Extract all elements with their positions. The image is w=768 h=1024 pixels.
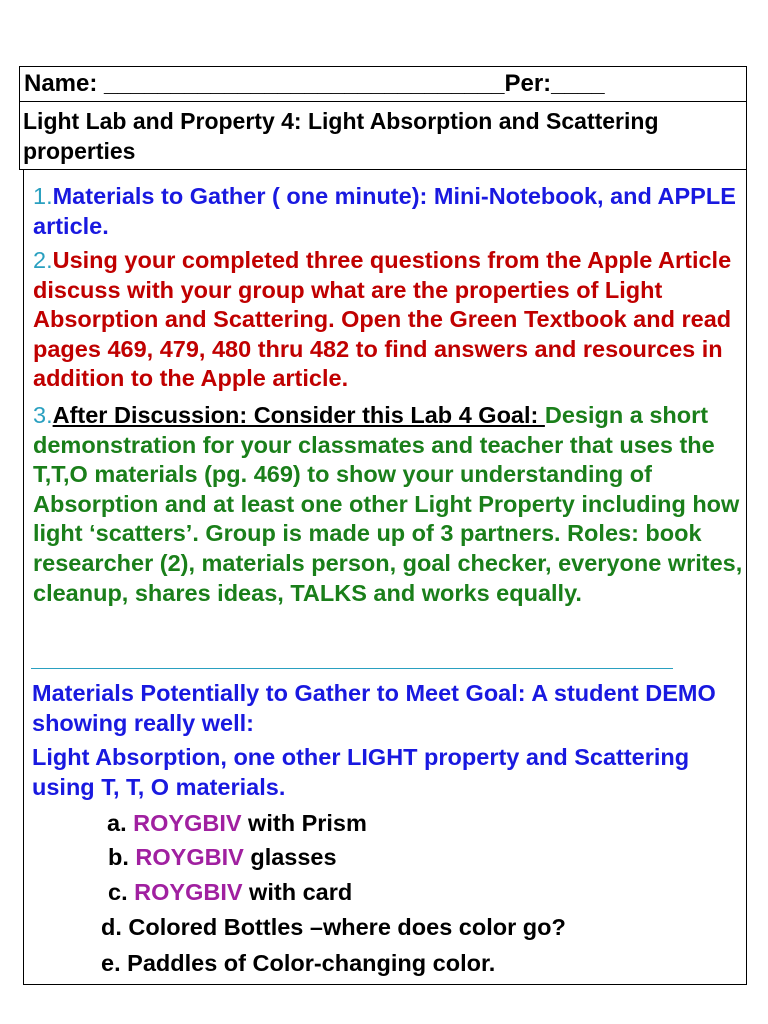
item-highlight: ROYGBIV xyxy=(135,844,244,870)
list-item xyxy=(108,842,337,872)
separator-line xyxy=(31,668,673,669)
item-highlight: ROYGBIV xyxy=(134,879,243,905)
list-item xyxy=(101,948,495,978)
step-1 xyxy=(33,182,743,241)
item-text: Paddles of Color-changing color. xyxy=(127,950,496,976)
item-letter: a. xyxy=(107,810,127,836)
header-table xyxy=(19,66,747,170)
item-text: with Prism xyxy=(241,810,367,836)
step-3 xyxy=(33,401,743,608)
list-item xyxy=(108,877,352,907)
step-2 xyxy=(33,246,743,394)
step-text: Using your completed three questions from the Apple Article discuss with your group what are the properties of Light Absorption and Scattering. Open the Green Textbook and read pages 469, 479, 480 thru 482 to find answers and resources in addition to the Apple article. xyxy=(33,247,732,392)
list-item xyxy=(101,912,566,942)
materials-subheading: Light Absorption, one other LIGHT property and Scattering using T, T, O materials. xyxy=(32,744,690,800)
materials-heading: Materials Potentially to Gather to Meet Goal: A student DEMO showing really well: xyxy=(32,680,716,736)
name-period-line: Name: ______________________________Per:____ xyxy=(20,67,746,102)
item-highlight: ROYGBIV xyxy=(133,810,242,836)
step-text: Design a short demonstration for your classmates and teacher that uses the T,T,O materials (pg. 469) to show your understanding of Absorption and at least one other Light Property including how light ‘scatters’. Group is made up of 3 partners. Roles: book researcher (2), materials person, goal checker, everyone writes, cleanup, shares ideas, TALKS and works equally. xyxy=(33,402,743,606)
item-letter: d. xyxy=(101,914,122,940)
item-text: glasses xyxy=(243,844,337,870)
item-letter: c. xyxy=(108,879,128,905)
step-text: Materials to Gather ( one minute): Mini-Notebook, and APPLE article. xyxy=(33,183,736,239)
item-text: Colored Bottles –where does color go? xyxy=(128,914,566,940)
lab-title: Light Lab and Property 4: Light Absorption and Scattering properties xyxy=(23,108,659,164)
list-item xyxy=(107,808,367,838)
item-letter: e. xyxy=(101,950,121,976)
item-text: with card xyxy=(242,879,353,905)
step-number: 3. xyxy=(33,402,53,428)
step-lead: After Discussion: Consider this Lab 4 Goal: xyxy=(52,402,545,428)
item-letter: b. xyxy=(108,844,129,870)
step-number: 2. xyxy=(33,247,53,273)
step-number: 1. xyxy=(33,183,53,209)
